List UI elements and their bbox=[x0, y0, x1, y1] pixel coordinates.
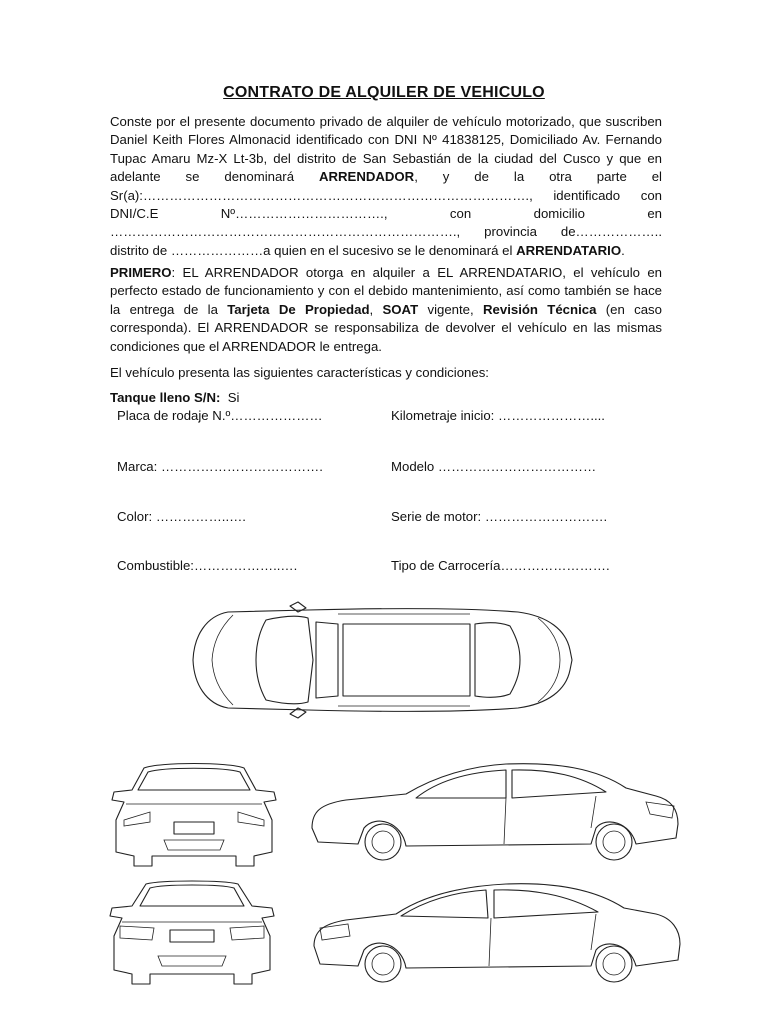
serie-motor-field: Serie de motor: ………………………. bbox=[391, 509, 608, 524]
car-front-view-diagram bbox=[104, 760, 284, 870]
intro-text-2: , y de la otra parte el Sr(a):……………………………………………………………………………., identificado con DNI/C.E Nº……………………………., con domicilio en ……………………………………………………………………., provincia de……………….. distrito de …………………a quien en el sucesivo se le denominará el bbox=[110, 169, 662, 258]
tanque-value: Si bbox=[227, 390, 240, 405]
characteristics-intro: El vehículo presenta las siguientes características y condiciones: bbox=[110, 365, 489, 380]
kilometraje-field: Kilometraje inicio: ………………….... bbox=[391, 408, 605, 423]
clause-primero-label: PRIMERO bbox=[110, 265, 172, 280]
clause-primero bbox=[110, 264, 662, 356]
intro-text-1: Conste por el presente documento privado de alquiler de vehículo motorizado, que suscriben Daniel Keith Flores Almonacid identificado con DNI Nº 41838125, Domiciliado Av. Fernando Tupac Amaru Mz-X Lt-3b, del distrito de San Sebastián de la ciudad del Cusco y que en adelante se denominará bbox=[110, 114, 662, 185]
clause-text-4: (en caso corresponda). El ARRENDADOR se responsabiliza de devolver el vehículo en las mismas condiciones que el ARRENDADOR le entrega. bbox=[110, 301, 662, 354]
tanque-lleno-line bbox=[110, 390, 239, 405]
arrendador-term: ARRENDADOR bbox=[318, 169, 415, 185]
clause-text-3: vigente, bbox=[418, 301, 483, 317]
clause-text-1: : EL ARRENDADOR otorga en alquiler a EL ARRENDATARIO, el vehículo en perfecto estado de funcionamiento y con el debido mantenimiento, así como también se hace la entrega de la bbox=[110, 265, 662, 317]
carroceria-field: Tipo de Carrocería……………………. bbox=[391, 558, 610, 573]
car-side-view-right-diagram bbox=[306, 758, 686, 868]
car-side-view-left-diagram bbox=[306, 880, 686, 990]
tanque-label: Tanque lleno S/N: bbox=[110, 390, 221, 405]
placa-field: Placa de rodaje N.º………………… bbox=[117, 408, 323, 423]
car-top-view-diagram bbox=[188, 600, 580, 720]
clause-text-2: , bbox=[369, 301, 383, 317]
combustible-field: Combustible:………………..…. bbox=[117, 558, 298, 573]
car-rear-view-diagram bbox=[102, 878, 282, 988]
intro-paragraph bbox=[110, 113, 662, 260]
soat-term: SOAT bbox=[382, 301, 419, 317]
modelo-field: Modelo ……………………………… bbox=[391, 459, 597, 474]
arrendatario-term: ARRENDATARIO bbox=[516, 242, 622, 258]
document-title: CONTRATO DE ALQUILER DE VEHICULO bbox=[223, 84, 545, 101]
tarjeta-term: Tarjeta De Propiedad bbox=[227, 301, 370, 317]
color-field: Color: ……………..…. bbox=[117, 509, 246, 524]
marca-field: Marca: ………………………………. bbox=[117, 459, 323, 474]
intro-text-3: . bbox=[621, 242, 625, 258]
revision-term: Revisión Técnica bbox=[483, 301, 597, 317]
